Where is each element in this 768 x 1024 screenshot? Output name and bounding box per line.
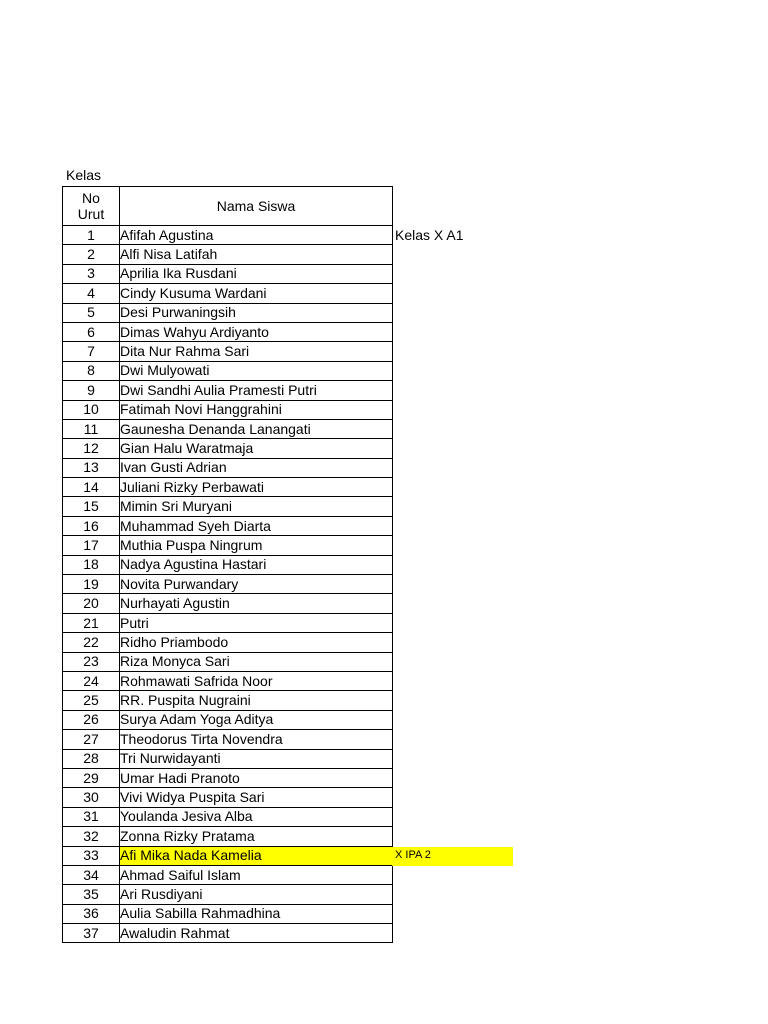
row-number: 9: [63, 381, 120, 400]
table-row: [63, 458, 393, 477]
student-name: Gian Halu Waratmaja: [120, 439, 393, 458]
table-row: [63, 478, 393, 497]
student-name: Aprilia Ika Rusdani: [120, 264, 393, 283]
student-name: Awaludin Rahmat: [120, 924, 393, 943]
row-number: 12: [63, 439, 120, 458]
student-name: RR. Puspita Nugraini: [120, 691, 393, 710]
row-number: 36: [63, 904, 120, 923]
row-number: 25: [63, 691, 120, 710]
kelas-label: Kelas: [66, 167, 102, 183]
student-name: Dwi Sandhi Aulia Pramesti Putri: [120, 381, 393, 400]
table-row: [63, 885, 393, 904]
row-number: 27: [63, 730, 120, 749]
student-name: Dwi Mulyowati: [120, 361, 393, 380]
table-row: [63, 322, 393, 341]
table-row: [63, 904, 393, 923]
student-name: Putri: [120, 613, 393, 632]
table-row: [63, 652, 393, 671]
row-number: 26: [63, 710, 120, 729]
student-name: Ivan Gusti Adrian: [120, 458, 393, 477]
row-number: 22: [63, 633, 120, 652]
student-name: Mimin Sri Muryani: [120, 497, 393, 516]
student-name: Nurhayati Agustin: [120, 594, 393, 613]
table-row: [63, 924, 393, 943]
student-name: Riza Monyca Sari: [120, 652, 393, 671]
student-name: Tri Nurwidayanti: [120, 749, 393, 768]
row-number: 7: [63, 342, 120, 361]
row-number: 17: [63, 536, 120, 555]
table-row: [63, 400, 393, 419]
student-name: Cindy Kusuma Wardani: [120, 284, 393, 303]
row-number: 23: [63, 652, 120, 671]
student-name: Afifah Agustina: [120, 226, 393, 245]
table-row: [63, 264, 393, 283]
table-row: [63, 768, 393, 787]
row-number: 19: [63, 575, 120, 594]
student-name: Youlanda Jesiva Alba: [120, 807, 393, 826]
table-row: [63, 497, 393, 516]
student-name: Surya Adam Yoga Aditya: [120, 710, 393, 729]
row-number: 4: [63, 284, 120, 303]
student-name: Ahmad Saiful Islam: [120, 865, 393, 884]
row-number: 32: [63, 827, 120, 846]
table-row: [63, 730, 393, 749]
student-name: Muthia Puspa Ningrum: [120, 536, 393, 555]
table-row: [63, 419, 393, 438]
row-number: 10: [63, 400, 120, 419]
student-name: Desi Purwaningsih: [120, 303, 393, 322]
table-row: [63, 303, 393, 322]
row-number: 13: [63, 458, 120, 477]
row-number: 31: [63, 807, 120, 826]
table-row: [63, 245, 393, 264]
student-table: [62, 186, 393, 943]
row-number: 16: [63, 516, 120, 535]
table-row: [63, 865, 393, 884]
student-list: [63, 226, 393, 943]
table-row: [63, 536, 393, 555]
class-transfer-note: X IPA 2: [392, 847, 513, 866]
row-number: 35: [63, 885, 120, 904]
student-name: Fatimah Novi Hanggrahini: [120, 400, 393, 419]
student-name: Aulia Sabilla Rahmadhina: [120, 904, 393, 923]
student-name: Muhammad Syeh Diarta: [120, 516, 393, 535]
student-name: Zonna Rizky Pratama: [120, 827, 393, 846]
row-number: 37: [63, 924, 120, 943]
table-row: [63, 226, 393, 245]
table-row: [63, 342, 393, 361]
table-row: [63, 284, 393, 303]
row-number: 5: [63, 303, 120, 322]
table-row: [63, 613, 393, 632]
student-name: Dita Nur Rahma Sari: [120, 342, 393, 361]
row-number: 33: [63, 846, 120, 865]
table-row: [63, 827, 393, 846]
table-row: [63, 633, 393, 652]
table-row: [63, 361, 393, 380]
table-header-row: [63, 187, 393, 226]
student-name: Theodorus Tirta Novendra: [120, 730, 393, 749]
row-number: 20: [63, 594, 120, 613]
student-name: Novita Purwandary: [120, 575, 393, 594]
no-urut-header: [63, 187, 120, 226]
table-row: [63, 710, 393, 729]
table-row: [63, 846, 393, 865]
student-name: Ari Rusdiyani: [120, 885, 393, 904]
row-number: 15: [63, 497, 120, 516]
row-number: 21: [63, 613, 120, 632]
table-row: [63, 671, 393, 690]
student-name: Nadya Agustina Hastari: [120, 555, 393, 574]
table-row: [63, 555, 393, 574]
nama-siswa-header: Nama Siswa: [120, 187, 393, 226]
row-number: 14: [63, 478, 120, 497]
table-row: [63, 691, 393, 710]
student-name: Alfi Nisa Latifah: [120, 245, 393, 264]
row-number: 2: [63, 245, 120, 264]
row-number: 24: [63, 671, 120, 690]
row-number: 6: [63, 322, 120, 341]
student-name: Juliani Rizky Perbawati: [120, 478, 393, 497]
table-row: [63, 381, 393, 400]
no-header-line2: Urut: [77, 206, 105, 222]
student-name: Ridho Priambodo: [120, 633, 393, 652]
table-row: [63, 594, 393, 613]
row-number: 30: [63, 788, 120, 807]
table-row: [63, 439, 393, 458]
student-name: Dimas Wahyu Ardiyanto: [120, 322, 393, 341]
class-note: Kelas X A1: [395, 227, 464, 243]
row-number: 29: [63, 768, 120, 787]
table-row: [63, 516, 393, 535]
student-name: Umar Hadi Pranoto: [120, 768, 393, 787]
row-number: 3: [63, 264, 120, 283]
student-name: Gaunesha Denanda Lanangati: [120, 419, 393, 438]
row-number: 28: [63, 749, 120, 768]
row-number: 8: [63, 361, 120, 380]
student-name: Rohmawati Safrida Noor: [120, 671, 393, 690]
row-number: 18: [63, 555, 120, 574]
table-row: [63, 807, 393, 826]
row-number: 1: [63, 226, 120, 245]
row-number: 34: [63, 865, 120, 884]
table-row: [63, 575, 393, 594]
student-name: Vivi Widya Puspita Sari: [120, 788, 393, 807]
table-row: [63, 749, 393, 768]
table-row: [63, 788, 393, 807]
no-header-line1: No: [82, 190, 100, 206]
row-number: 11: [63, 419, 120, 438]
student-name: Afi Mika Nada Kamelia: [120, 846, 393, 865]
